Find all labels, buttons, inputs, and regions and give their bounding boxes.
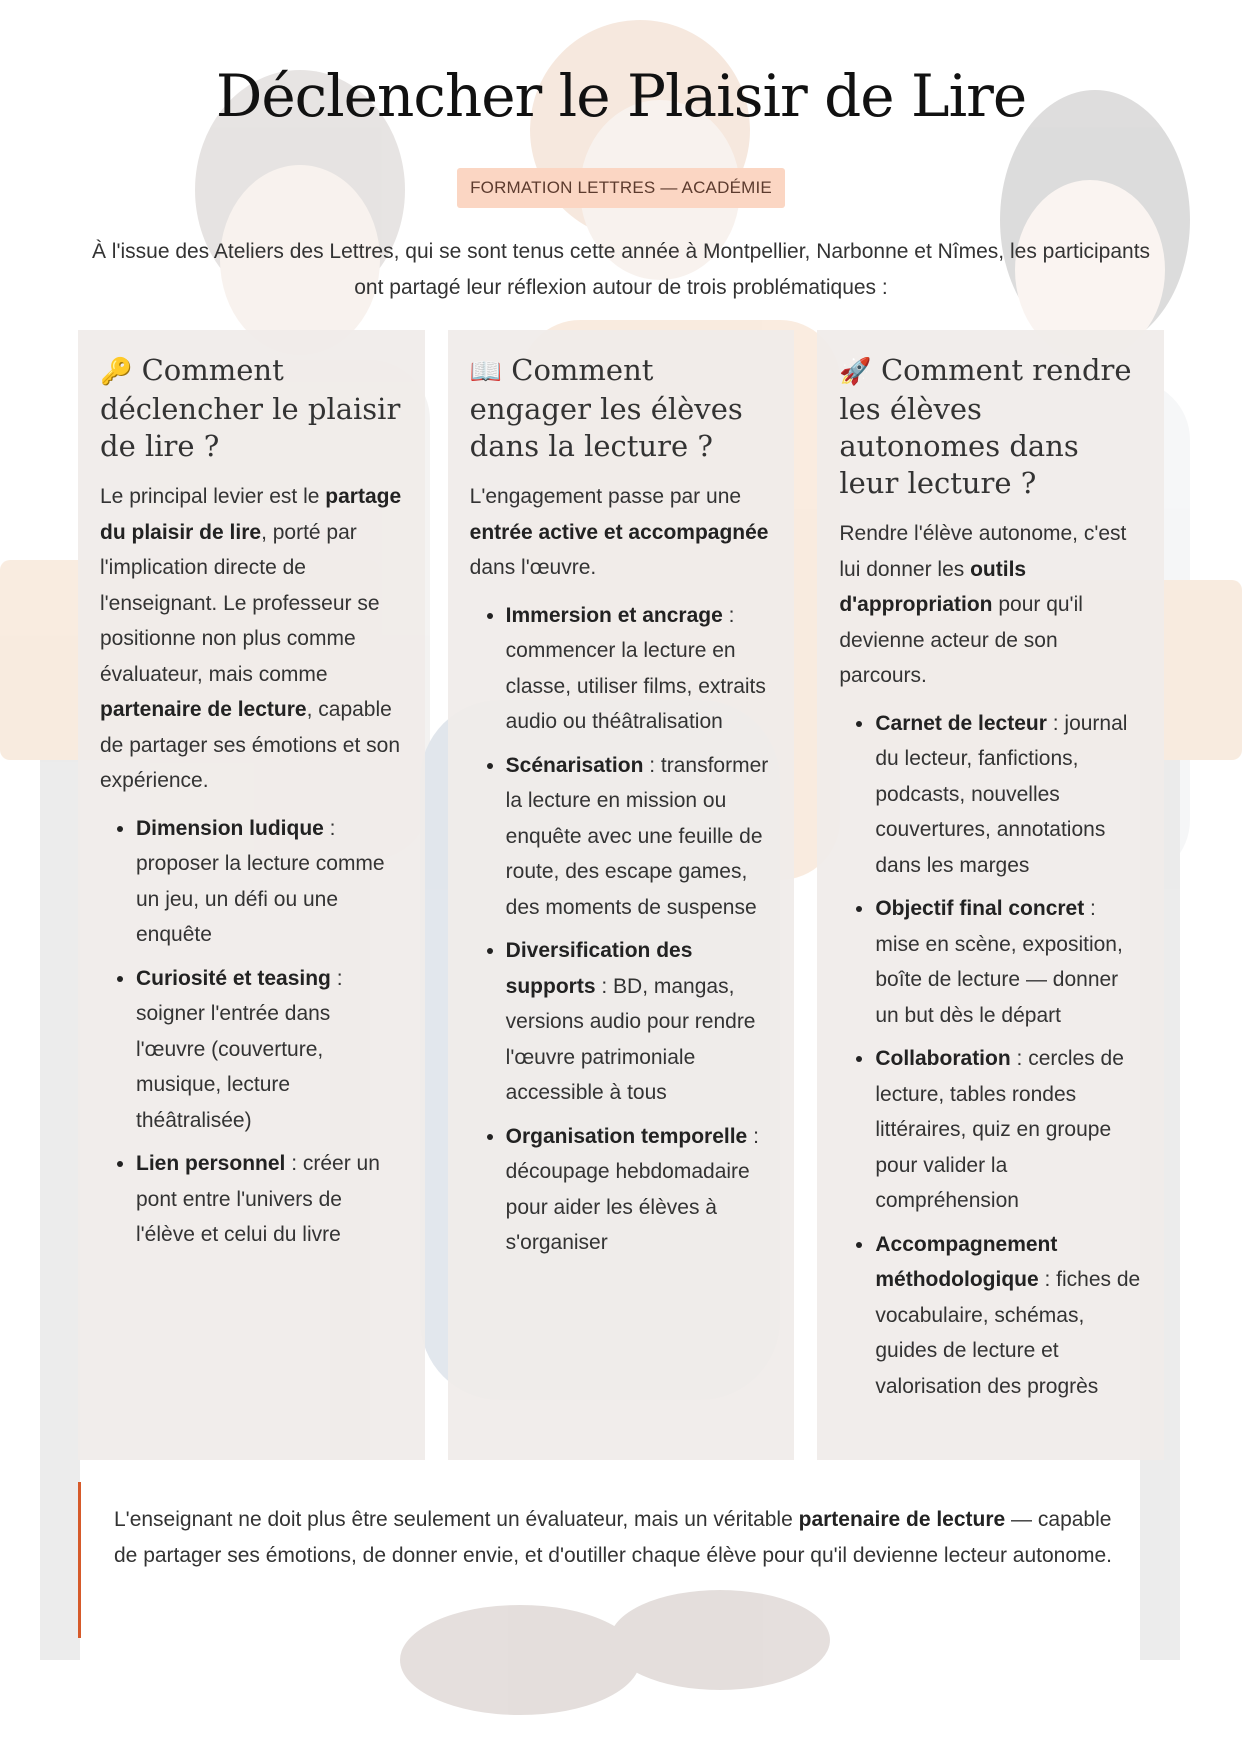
page-title: Déclencher le Plaisir de Lire bbox=[215, 62, 1027, 130]
list-item-text: : soigner l'entrée dans l'œuvre (couverture, musique, lecture théâtralisée) bbox=[136, 966, 343, 1132]
list-item-text: : journal du lecteur, fanfictions, podcasts, nouvelles couvertures, annotations dans les marges bbox=[875, 711, 1128, 877]
column-card-autonomes bbox=[817, 330, 1164, 1460]
column-title: Comment rendre les élèves autonomes dans leur lecture ? bbox=[839, 353, 1132, 500]
open-book-icon: 📖 bbox=[469, 357, 503, 387]
badge-wrap bbox=[0, 168, 1242, 208]
body-text: Le principal levier est le bbox=[100, 485, 326, 508]
column-heading bbox=[839, 352, 1142, 502]
body-text: , porté par l'implication directe de l'enseignant. Le professeur se positionne non plus comme évaluateur, mais comme bbox=[100, 520, 380, 686]
list-item bbox=[875, 706, 1142, 884]
list-item-term: Scénarisation bbox=[505, 753, 644, 777]
list-item-term: Objectif final concret bbox=[875, 897, 1085, 920]
list-item-term: Accompagnement méthodologique bbox=[875, 1232, 1058, 1291]
column-paragraph bbox=[470, 479, 773, 586]
emphasis-text: entrée active et accompagnée bbox=[469, 520, 769, 544]
list-item bbox=[506, 933, 773, 1111]
list-item-text: : découpage hebdomadaire pour aider les élèves à s'organiser bbox=[505, 1124, 759, 1254]
body-text: dans l'œuvre. bbox=[469, 556, 597, 579]
list-item-text: : transformer la lecture en mission ou enquête avec une feuille de route, des escape games, des moments de suspense bbox=[505, 753, 769, 919]
key-icon: 🔑 bbox=[100, 357, 133, 387]
list-item-term: Immersion et ancrage bbox=[505, 603, 723, 627]
list-item-term: Carnet de lecteur bbox=[875, 711, 1047, 735]
list-item bbox=[875, 891, 1142, 1033]
emphasis-text: outils d'appropriation bbox=[839, 557, 1027, 616]
list-item-term: Collaboration bbox=[875, 1047, 1011, 1070]
list-item-term: Diversification des supports bbox=[505, 939, 693, 998]
rocket-icon: 🚀 bbox=[839, 357, 872, 387]
list-item-text: : commencer la lecture en classe, utiliser films, extraits audio ou théâtralisation bbox=[505, 603, 766, 733]
list-item-text: : mise en scène, exposition, boîte de lecture — donner un but dès le départ bbox=[875, 897, 1123, 1027]
column-heading bbox=[100, 352, 403, 465]
emphasis-text: partenaire de lecture bbox=[798, 1508, 1006, 1531]
category-badge: FORMATION LETTRES — ACADÉMIE bbox=[457, 168, 785, 208]
body-text: , capable de partager ses émotions et son expérience. bbox=[100, 698, 401, 792]
list-item-text: : proposer la lecture comme un jeu, un défi ou une enquête bbox=[136, 816, 385, 946]
list-item bbox=[136, 961, 403, 1139]
emphasis-text: partage du plaisir de lire bbox=[100, 485, 402, 544]
column-card-plaisir bbox=[78, 330, 425, 1460]
body-text: L'enseignant ne doit plus être seulement un évaluateur, mais un véritable bbox=[114, 1508, 799, 1531]
column-list bbox=[470, 598, 773, 1261]
list-item-term: Dimension ludique bbox=[136, 816, 324, 840]
column-list bbox=[100, 811, 403, 1253]
column-title: Comment déclencher le plaisir de lire ? bbox=[100, 353, 401, 463]
list-item bbox=[136, 1146, 403, 1253]
body-text: pour qu'il devienne acteur de son parcours. bbox=[839, 593, 1083, 687]
list-item-term: Lien personnel bbox=[136, 1152, 286, 1175]
list-item bbox=[506, 748, 773, 926]
list-item-term: Curiosité et teasing bbox=[136, 966, 331, 990]
list-item-text: : créer un pont entre l'univers de l'élève et celui du livre bbox=[136, 1152, 380, 1246]
column-card-engager bbox=[448, 330, 795, 1460]
intro-paragraph: À l'issue des Ateliers des Lettres, qui se sont tenus cette année à Montpellier, Narbonne et Nîmes, les participants ont partagé leur réflexion autour de trois problématiques : bbox=[91, 240, 1151, 299]
problem-columns bbox=[78, 330, 1164, 1460]
list-item-text: : fiches de vocabulaire, schémas, guides de lecture et valorisation des progrès bbox=[875, 1268, 1141, 1398]
column-paragraph bbox=[839, 516, 1142, 694]
body-text: — capable de partager ses émotions, de donner envie, et d'outiller chaque élève pour qu'il devienne lecteur autonome. bbox=[114, 1508, 1113, 1567]
emphasis-text: partenaire de lecture bbox=[100, 698, 307, 721]
list-item-text: : BD, mangas, versions audio pour rendre l'œuvre patrimoniale accessible à tous bbox=[505, 974, 756, 1104]
column-title: Comment engager les élèves dans la lecture ? bbox=[469, 353, 743, 463]
list-item-text: : cercles de lecture, tables rondes littéraires, quiz en groupe pour valider la compréhension bbox=[875, 1047, 1124, 1212]
list-item bbox=[875, 1041, 1142, 1219]
list-item bbox=[506, 598, 773, 740]
conclusion-quote bbox=[78, 1482, 1164, 1638]
body-text: L'engagement passe par une bbox=[469, 485, 742, 508]
list-item-term: Organisation temporelle bbox=[505, 1124, 748, 1148]
list-item bbox=[506, 1119, 773, 1261]
list-item bbox=[136, 811, 403, 953]
column-paragraph bbox=[100, 479, 403, 799]
list-item bbox=[875, 1227, 1142, 1405]
column-heading bbox=[470, 352, 773, 465]
column-list bbox=[839, 706, 1142, 1405]
body-text: Rendre l'élève autonome, c'est lui donner les bbox=[839, 522, 1127, 581]
